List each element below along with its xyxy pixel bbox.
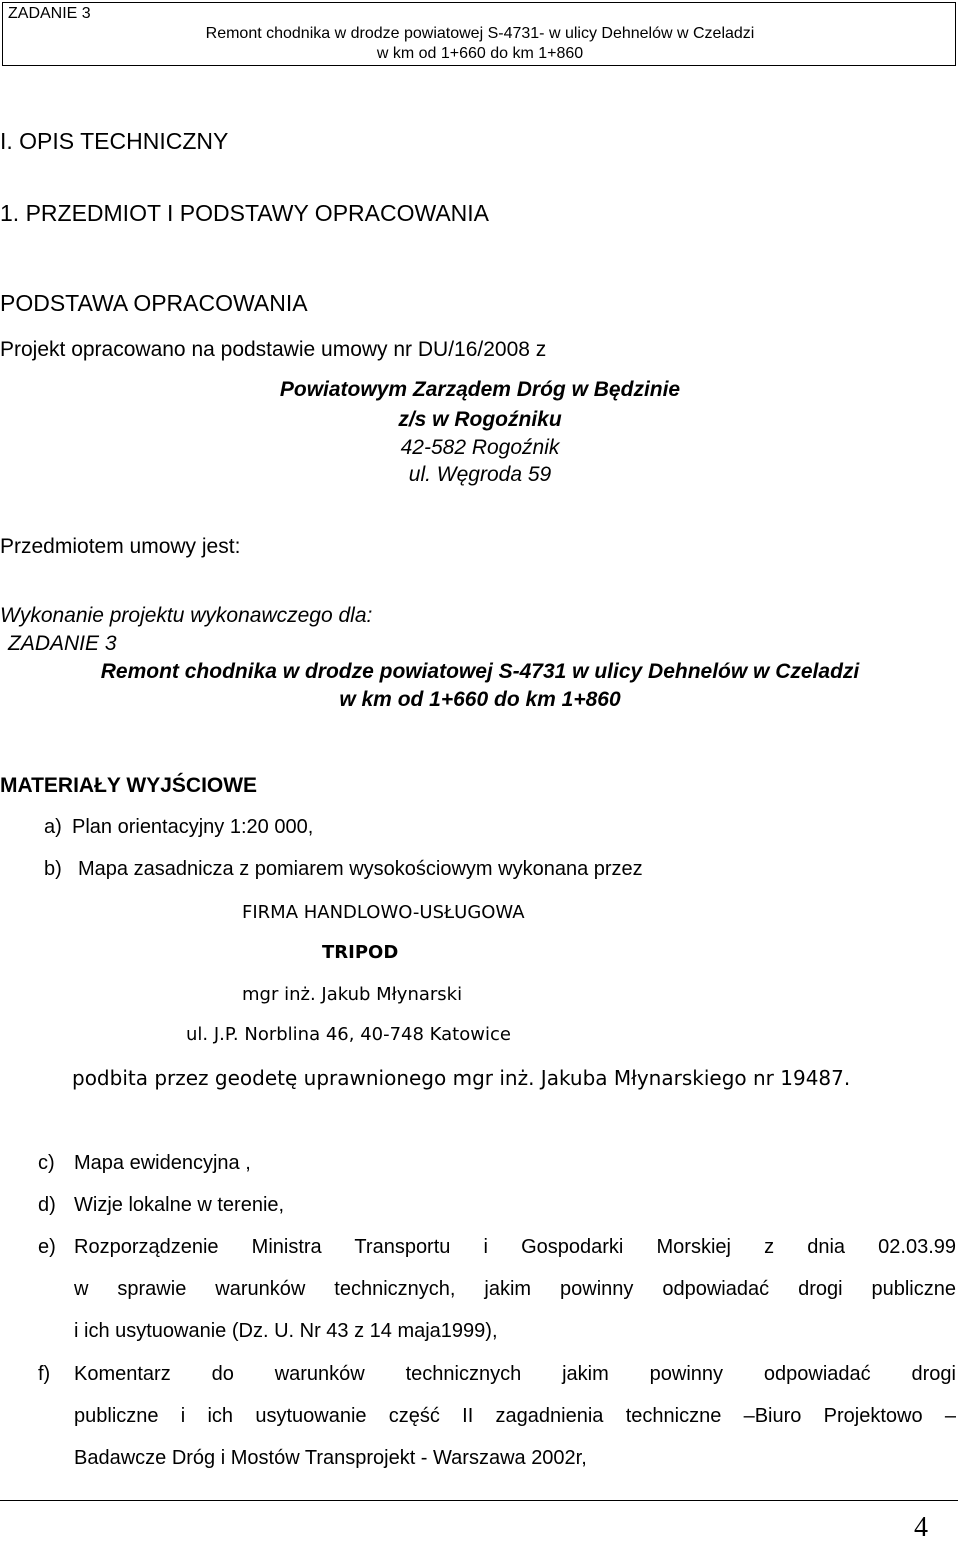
firm-name: TRIPOD xyxy=(322,942,399,963)
list-item-a: Plan orientacyjny 1:20 000, xyxy=(72,816,314,838)
list-item-c: Mapa ewidencyjna , xyxy=(74,1152,251,1174)
basis-text: Projekt opracowano na podstawie umowy nr DU/16/2008 z xyxy=(0,338,547,361)
list-label-c: c) xyxy=(38,1152,55,1174)
list-label-b: b) xyxy=(44,858,62,880)
section-title: I. OPIS TECHNICZNY xyxy=(0,128,229,154)
org-seat: z/s w Rogoźniku xyxy=(398,408,562,431)
subject-range: w km od 1+660 do km 1+860 xyxy=(339,688,621,711)
list-label-f: f) xyxy=(38,1363,51,1385)
org-street: ul. Węgroda 59 xyxy=(408,463,552,486)
list-item-f-line1: Komentarz do warunków technicznych jakim powinny odpowiadać drogi xyxy=(74,1363,956,1385)
subject-title: Remont chodnika w drodze powiatowej S-4731 w ulicy Dehnelów w Czeladzi xyxy=(100,660,860,683)
firm-line1: FIRMA HANDLOWO-USŁUGOWA xyxy=(242,902,525,923)
list-item-e-line1: Rozporządzenie Ministra Transportu i Gospodarki Morskiej z dnia 02.03.99 xyxy=(74,1236,956,1258)
subject-work: Wykonanie projektu wykonawczego dla: xyxy=(0,604,373,627)
chapter-title: 1. PRZEDMIOT I PODSTAWY OPRACOWANIA xyxy=(0,200,490,226)
list-item-f-line3: Badawcze Dróg i Mostów Transprojekt - Warszawa 2002r, xyxy=(74,1447,587,1469)
subject-task: ZADANIE 3 xyxy=(8,632,117,655)
certified-by: podbita przez geodetę uprawnionego mgr inż. Jakuba Młynarskiego nr 19487. xyxy=(72,1066,851,1090)
list-item-e-line2: w sprawie warunków technicznych, jakim powinny odpowiadać drogi publiczne xyxy=(74,1278,956,1300)
org-city: 42-582 Rogoźnik xyxy=(400,436,560,459)
page-number: 4 xyxy=(914,1512,928,1543)
materials-heading: MATERIAŁY WYJŚCIOWE xyxy=(0,774,258,797)
header-range: w km od 1+660 do km 1+860 xyxy=(376,45,584,62)
firm-address: ul. J.P. Norblina 46, 40-748 Katowice xyxy=(186,1024,511,1045)
list-label-d: d) xyxy=(38,1194,56,1216)
list-label-e: e) xyxy=(38,1236,56,1258)
list-label-a: a) xyxy=(44,816,62,838)
list-item-d: Wizje lokalne w terenie, xyxy=(74,1194,285,1216)
list-item-f-line2: publiczne i ich usytuowanie część II zagadnienia techniczne –Biuro Projektowo – xyxy=(74,1405,956,1427)
footer-divider xyxy=(0,1500,958,1501)
firm-person: mgr inż. Jakub Młynarski xyxy=(242,984,463,1005)
basis-heading: PODSTAWA OPRACOWANIA xyxy=(0,290,308,316)
header-title: Remont chodnika w drodze powiatowej S-4731- w ulicy Dehnelów w Czeladzi xyxy=(205,25,755,42)
header-task: ZADANIE 3 xyxy=(8,5,91,22)
org-name: Powiatowym Zarządem Dróg w Będzinie xyxy=(279,378,681,401)
subject-intro: Przedmiotem umowy jest: xyxy=(0,535,241,558)
list-item-b: Mapa zasadnicza z pomiarem wysokościowym wykonana przez xyxy=(78,858,643,880)
list-item-e-line3: i ich usytuowanie (Dz. U. Nr 43 z 14 maja1999), xyxy=(74,1320,498,1342)
